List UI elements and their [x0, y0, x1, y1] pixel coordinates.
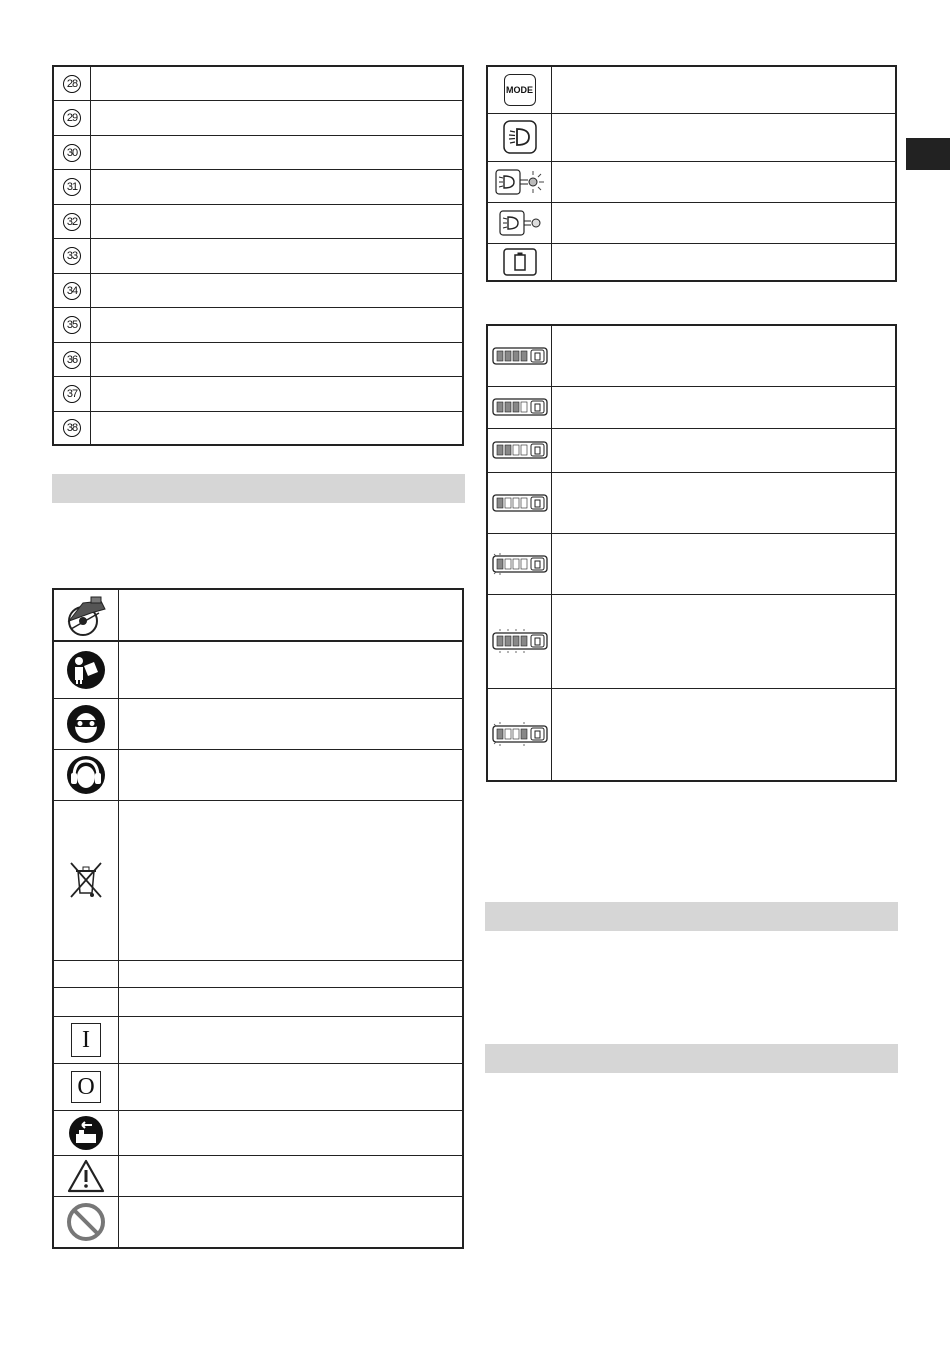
- switch-on-icon: I: [71, 1023, 101, 1057]
- battery-1-bar-icon: [488, 494, 551, 512]
- light-button-icon: [488, 120, 551, 154]
- mode-button-icon: MODE: [504, 74, 536, 106]
- symbol-row: [53, 589, 463, 641]
- reference-row: [53, 307, 463, 342]
- battery-level-row: [487, 472, 896, 533]
- battery-2-bars-icon: [488, 441, 551, 459]
- reference-number: 35: [63, 316, 81, 334]
- indicator-table: [486, 65, 897, 282]
- reference-number: 34: [63, 282, 81, 300]
- indicator-row: [487, 202, 896, 243]
- reference-number: 29: [63, 109, 81, 127]
- symbol-row: [53, 641, 463, 698]
- battery-level-row: [487, 533, 896, 594]
- section-header-bar: [485, 1044, 898, 1073]
- symbol-row: [53, 960, 463, 987]
- reference-number: 31: [63, 178, 81, 196]
- symbol-row: [53, 1016, 463, 1063]
- light-indicator-on-icon: [488, 167, 551, 197]
- section-header-bar: [485, 902, 898, 931]
- battery-all-bars-blinking-icon: [488, 628, 551, 654]
- reference-number: 37: [63, 385, 81, 403]
- reference-number-table: [52, 65, 464, 446]
- reference-number: 33: [63, 247, 81, 265]
- prohibition-icon: [54, 1202, 118, 1242]
- light-indicator-off-icon: [488, 208, 551, 238]
- battery-1-bar-blinking-icon: [488, 552, 551, 576]
- switch-off-icon: O: [71, 1071, 101, 1103]
- symbol-row: [53, 698, 463, 749]
- battery-outer-bars-blinking-icon: [488, 721, 551, 747]
- reference-number: 28: [63, 75, 81, 93]
- reference-number: 38: [63, 419, 81, 437]
- read-manual-icon: [54, 650, 118, 690]
- crossed-bin-icon: [54, 859, 118, 901]
- symbol-row: [53, 800, 463, 960]
- symbol-row: [53, 1063, 463, 1110]
- symbol-row: [53, 749, 463, 800]
- indicator-row: [487, 113, 896, 161]
- symbol-row: [53, 1155, 463, 1196]
- warning-icon: [54, 1159, 118, 1193]
- battery-level-row: [487, 428, 896, 472]
- section-header-bar: [52, 474, 465, 503]
- reference-row: [53, 169, 463, 204]
- symbols-table: [52, 588, 464, 1249]
- eye-protection-icon: [54, 704, 118, 744]
- reference-row: [53, 135, 463, 169]
- reference-row: [53, 100, 463, 135]
- ear-protection-icon: [54, 755, 118, 795]
- language-tab: [906, 138, 950, 170]
- indicator-row: [487, 66, 896, 113]
- reference-row: [53, 273, 463, 307]
- symbol-row: [53, 1196, 463, 1248]
- battery-indicator-icon: [488, 248, 551, 276]
- symbol-row: [53, 1110, 463, 1155]
- reference-number: 32: [63, 213, 81, 231]
- battery-level-row: [487, 688, 896, 781]
- battery-level-row: [487, 325, 896, 386]
- battery-4-bars-icon: [488, 347, 551, 365]
- reference-row: [53, 238, 463, 273]
- reference-row: [53, 411, 463, 445]
- reference-row: [53, 66, 463, 100]
- battery-3-bars-icon: [488, 398, 551, 416]
- indicator-row: [487, 243, 896, 281]
- battery-level-row: [487, 386, 896, 428]
- indicator-row: [487, 161, 896, 202]
- reference-number: 30: [63, 144, 81, 162]
- reference-row: [53, 204, 463, 238]
- disconnect-battery-icon: [54, 1115, 118, 1151]
- reference-row: [53, 376, 463, 411]
- reference-number: 36: [63, 351, 81, 369]
- circular-saw-icon: [54, 591, 118, 639]
- battery-level-row: [487, 594, 896, 688]
- symbol-row: [53, 987, 463, 1016]
- battery-level-table: [486, 324, 897, 782]
- reference-row: [53, 342, 463, 376]
